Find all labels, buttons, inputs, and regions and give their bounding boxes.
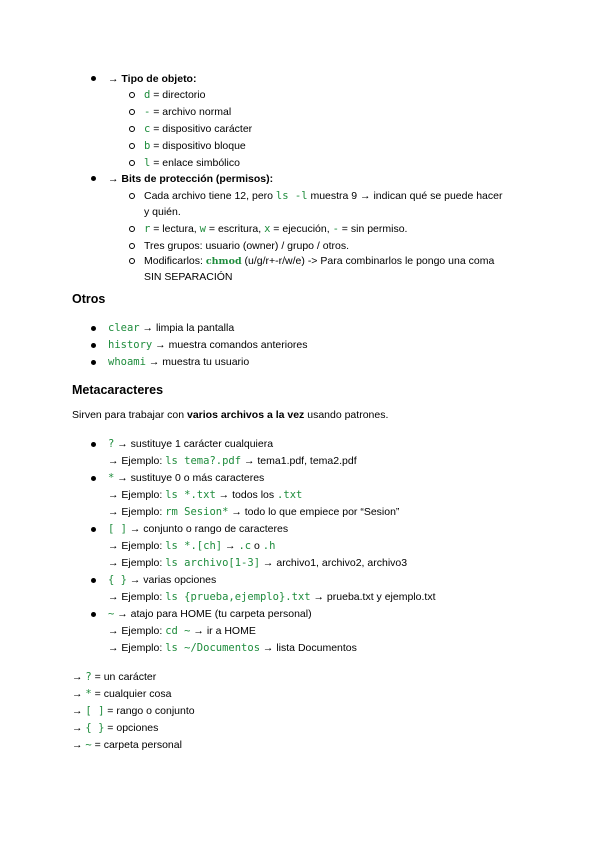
list-item: c = dispositivo carácter xyxy=(144,123,253,135)
bullet xyxy=(91,442,96,447)
example-line: → Ejemplo: ls archivo[1-3] → archivo1, archivo2, archivo3 xyxy=(108,557,408,569)
bullet xyxy=(129,126,135,132)
bullet xyxy=(91,360,96,365)
list-item: Cada archivo tiene 12, pero ls -l muestra 9 → indican qué se puede hacer xyxy=(144,190,503,202)
bullet xyxy=(91,476,96,481)
list-item: ? → sustituye 1 carácter cualquiera xyxy=(108,438,274,450)
bullet xyxy=(129,160,135,166)
list-item: r = lectura, w = escritura, x = ejecución, - = sin permiso. xyxy=(144,223,408,235)
list-item: { } → varias opciones xyxy=(108,574,217,586)
example-line: → Ejemplo: ls ~/Documentos → lista Documentos xyxy=(108,642,357,654)
list-item-continuation: SIN SEPARACIÓN xyxy=(144,271,233,283)
example-line: → Ejemplo: rm Sesion* → todo lo que empiece por “Sesion” xyxy=(108,506,400,518)
list-item: - = archivo normal xyxy=(144,106,232,118)
list-item: Tres grupos: usuario (owner) / grupo / otros. xyxy=(144,240,350,252)
intro-paragraph: Sirven para trabajar con varios archivos a la vez usando patrones. xyxy=(72,409,389,421)
list-item: * → sustituye 0 o más caracteres xyxy=(108,472,265,484)
bullet xyxy=(91,612,96,617)
list-item: l = enlace simbólico xyxy=(144,157,240,169)
list-item: b = dispositivo bloque xyxy=(144,140,246,152)
bullet xyxy=(129,243,135,249)
bullet xyxy=(129,258,135,264)
list-item: clear → limpia la pantalla xyxy=(108,322,235,334)
bullet xyxy=(91,578,96,583)
bullet xyxy=(129,143,135,149)
bullet xyxy=(129,193,135,199)
example-line: → Ejemplo: ls *.txt → todos los .txt xyxy=(108,489,303,501)
section-heading-otros: Otros xyxy=(72,292,106,306)
list-item: [ ] → conjunto o rango de caracteres xyxy=(108,523,289,535)
summary-line: → ~ = carpeta personal xyxy=(72,739,182,751)
bullet xyxy=(129,92,135,98)
list-item-continuation: y quién. xyxy=(144,206,181,218)
list-item: ~ → atajo para HOME (tu carpeta personal) xyxy=(108,608,312,620)
bullet xyxy=(91,527,96,532)
summary-line: → [ ] = rango o conjunto xyxy=(72,705,195,717)
bullet xyxy=(129,109,135,115)
summary-line: → ? = un carácter xyxy=(72,671,157,683)
list-item: d = directorio xyxy=(144,89,206,101)
summary-line: → * = cualquier cosa xyxy=(72,688,172,700)
tipo-objeto-title: → Tipo de objeto: xyxy=(108,73,197,85)
list-item: Modificarlos: chmod (u/g/r+-r/w/e) -> Para combinarlos le pongo una coma xyxy=(144,255,495,267)
example-line: → Ejemplo: ls tema?.pdf → tema1.pdf, tema2.pdf xyxy=(108,455,357,467)
summary-line: → { } = opciones xyxy=(72,722,159,734)
list-item: whoami → muestra tu usuario xyxy=(108,356,250,368)
example-line: → Ejemplo: cd ~ → ir a HOME xyxy=(108,625,256,637)
bullet xyxy=(129,226,135,232)
bullet xyxy=(91,343,96,348)
bits-title: → Bits de protección (permisos): xyxy=(108,173,274,185)
list-item: history → muestra comandos anteriores xyxy=(108,339,308,351)
section-heading-metacaracteres: Metacaracteres xyxy=(72,383,164,397)
bullet xyxy=(91,326,96,331)
bullet xyxy=(91,176,96,181)
example-line: → Ejemplo: ls {prueba,ejemplo}.txt → prueba.txt y ejemplo.txt xyxy=(108,591,436,603)
example-line: → Ejemplo: ls *.[ch] → .c o .h xyxy=(108,540,276,552)
bullet xyxy=(91,76,96,81)
